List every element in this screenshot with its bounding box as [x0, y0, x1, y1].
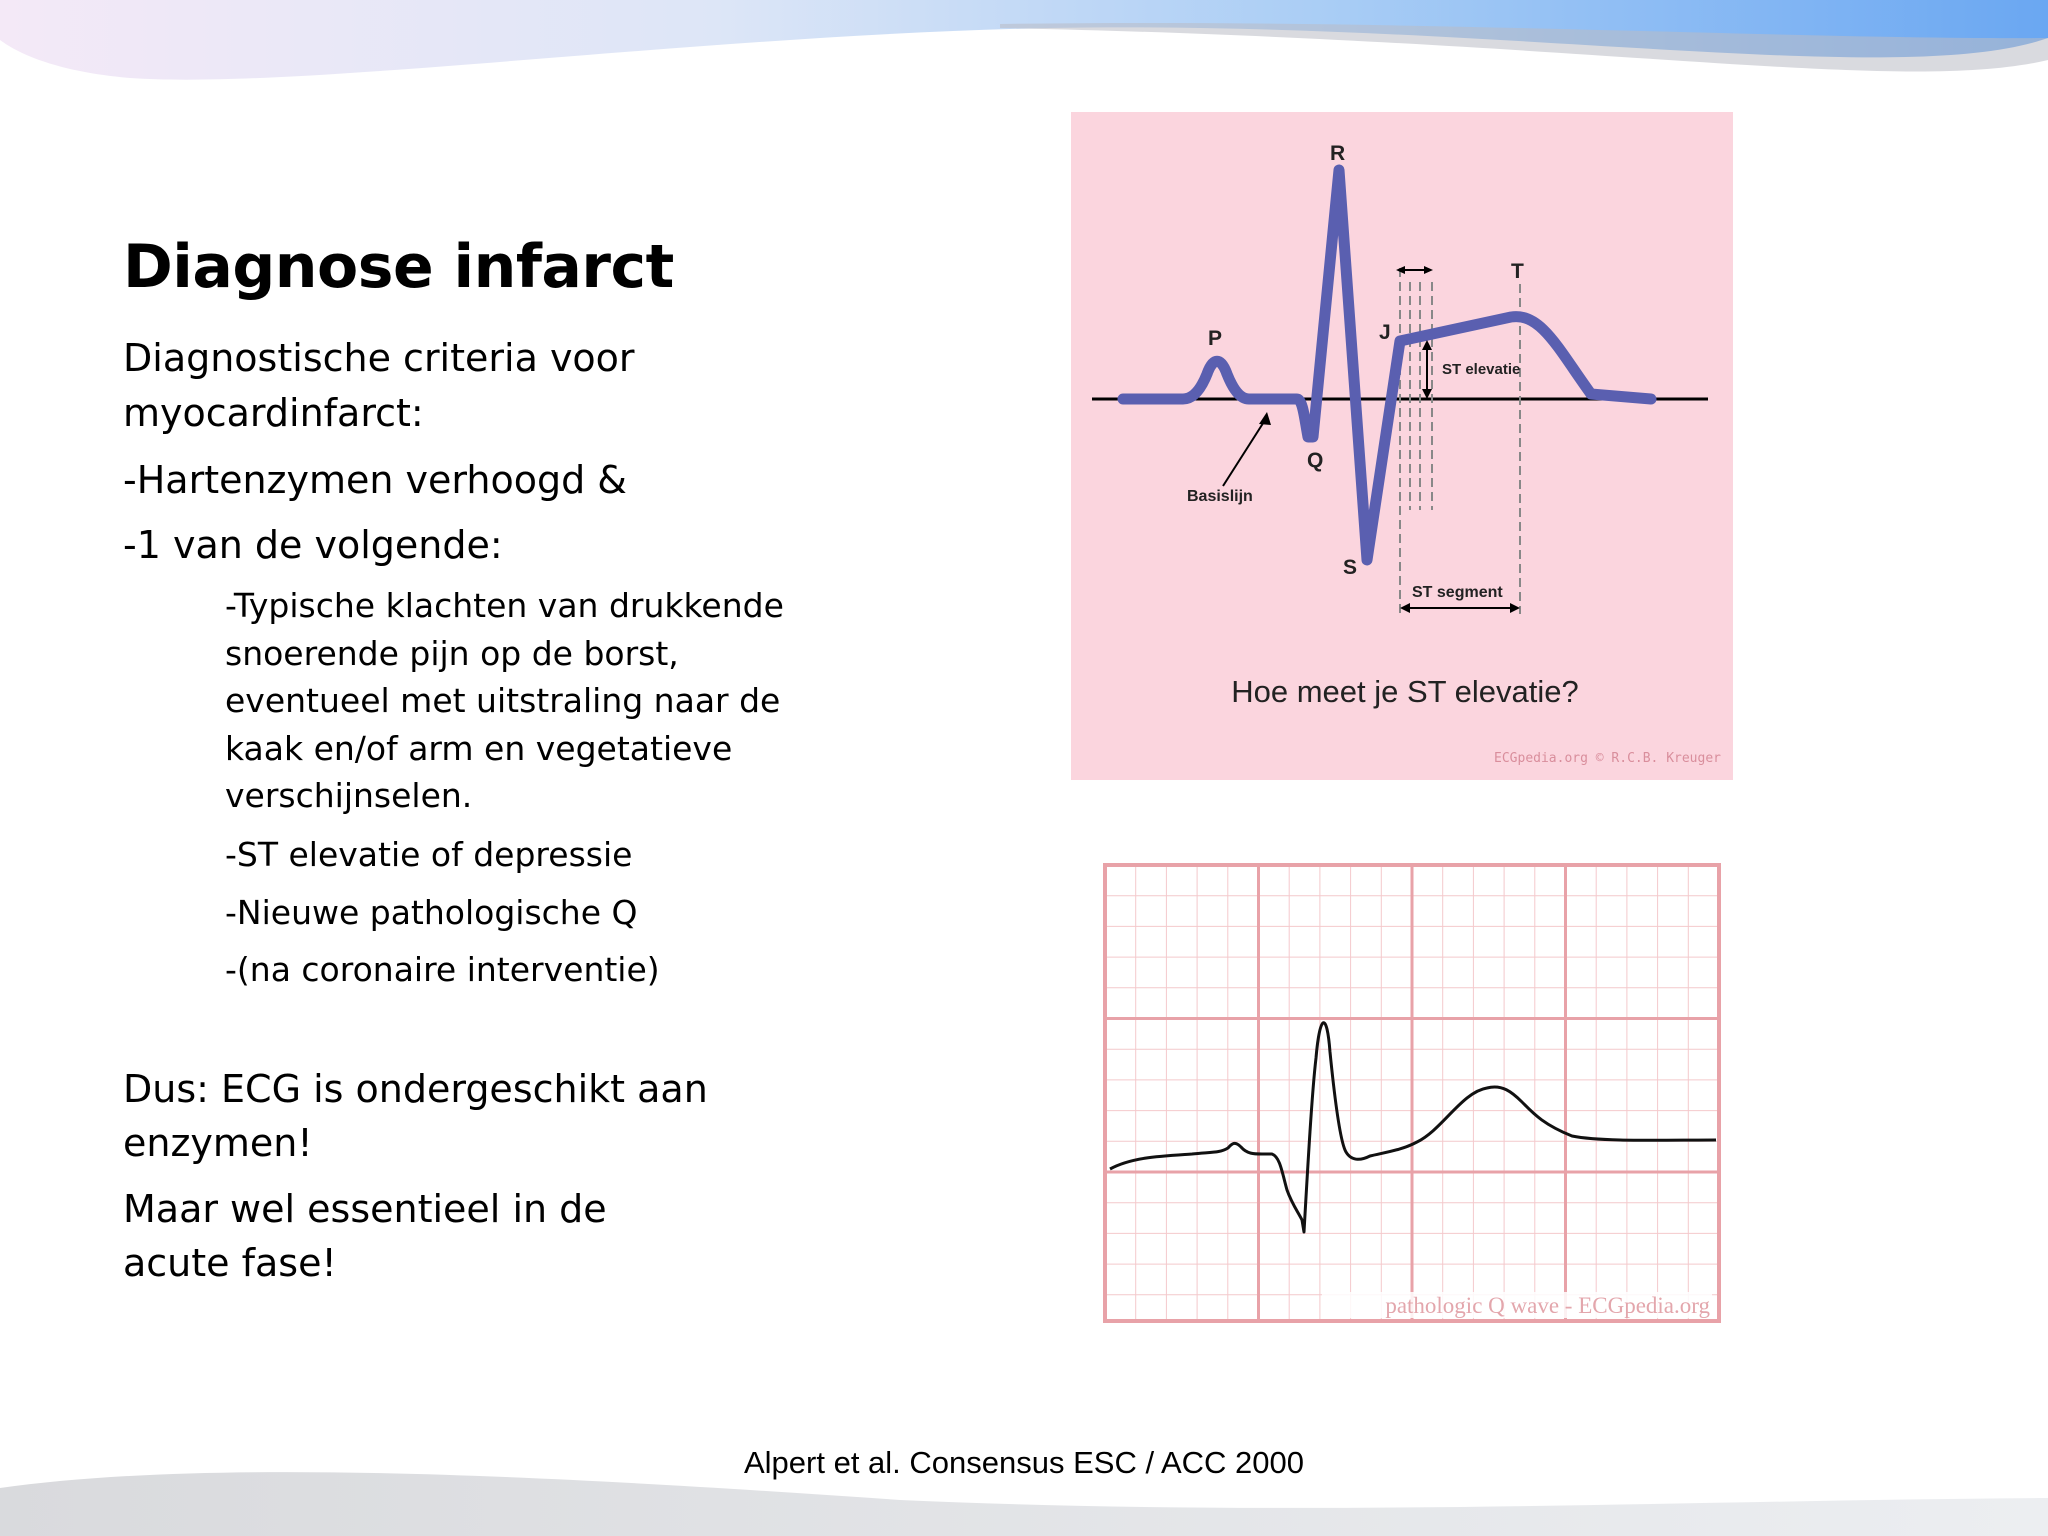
bullet-enzymes: -Hartenzymen verhoogd &	[123, 458, 627, 502]
label-st-segment: ST segment	[1412, 584, 1503, 601]
criterion-intervention: -(na coronaire interventie)	[225, 950, 660, 989]
diagram-caption: Hoe meet je ST elevatie?	[1231, 674, 1579, 709]
bullet-one-of-following: -1 van de volgende:	[123, 523, 503, 567]
criterion-pathologic-q: -Nieuwe pathologische Q	[225, 893, 638, 932]
citation: Alpert et al. Consensus ESC / ACC 2000	[743, 1445, 1304, 1480]
criterion-st-changes: -ST elevatie of depressie	[225, 835, 633, 874]
label-t-wave: T	[1511, 260, 1524, 283]
intro-line-2: myocardinfarct:	[123, 391, 424, 435]
label-j-point: J	[1379, 321, 1391, 344]
label-r-wave: R	[1330, 142, 1346, 165]
conclusion-essential-acute: Maar wel essentieel in de acute fase!	[123, 1187, 607, 1285]
conclusion-ecg-subordinate: Dus: ECG is ondergeschikt aan enzymen!	[123, 1067, 708, 1165]
ecg-waveform-diagram	[1071, 112, 1733, 780]
label-q-wave: Q	[1307, 449, 1324, 472]
diagram-credit: ECGpedia.org © R.C.B. Kreuger	[1494, 751, 1721, 766]
intro-line-1: Diagnostische criteria voor	[123, 336, 635, 380]
label-p-wave: P	[1208, 327, 1223, 350]
ecg-strip-pathologic-q	[1102, 862, 1722, 1324]
label-basislijn: Basislijn	[1187, 488, 1253, 505]
ecg-strip-watermark: pathologic Q wave - ECGpedia.org	[1385, 1293, 1710, 1318]
label-s-wave: S	[1343, 556, 1358, 579]
label-st-elevatie: ST elevatie	[1442, 361, 1521, 378]
slide-title: Diagnose infarct	[123, 232, 674, 302]
criterion-symptoms: -Typische klachten van drukkende snoerende pijn op de borst, eventueel met uitstraling naar de kaak en/of arm en vegetatieve verschijnselen.	[225, 586, 784, 815]
